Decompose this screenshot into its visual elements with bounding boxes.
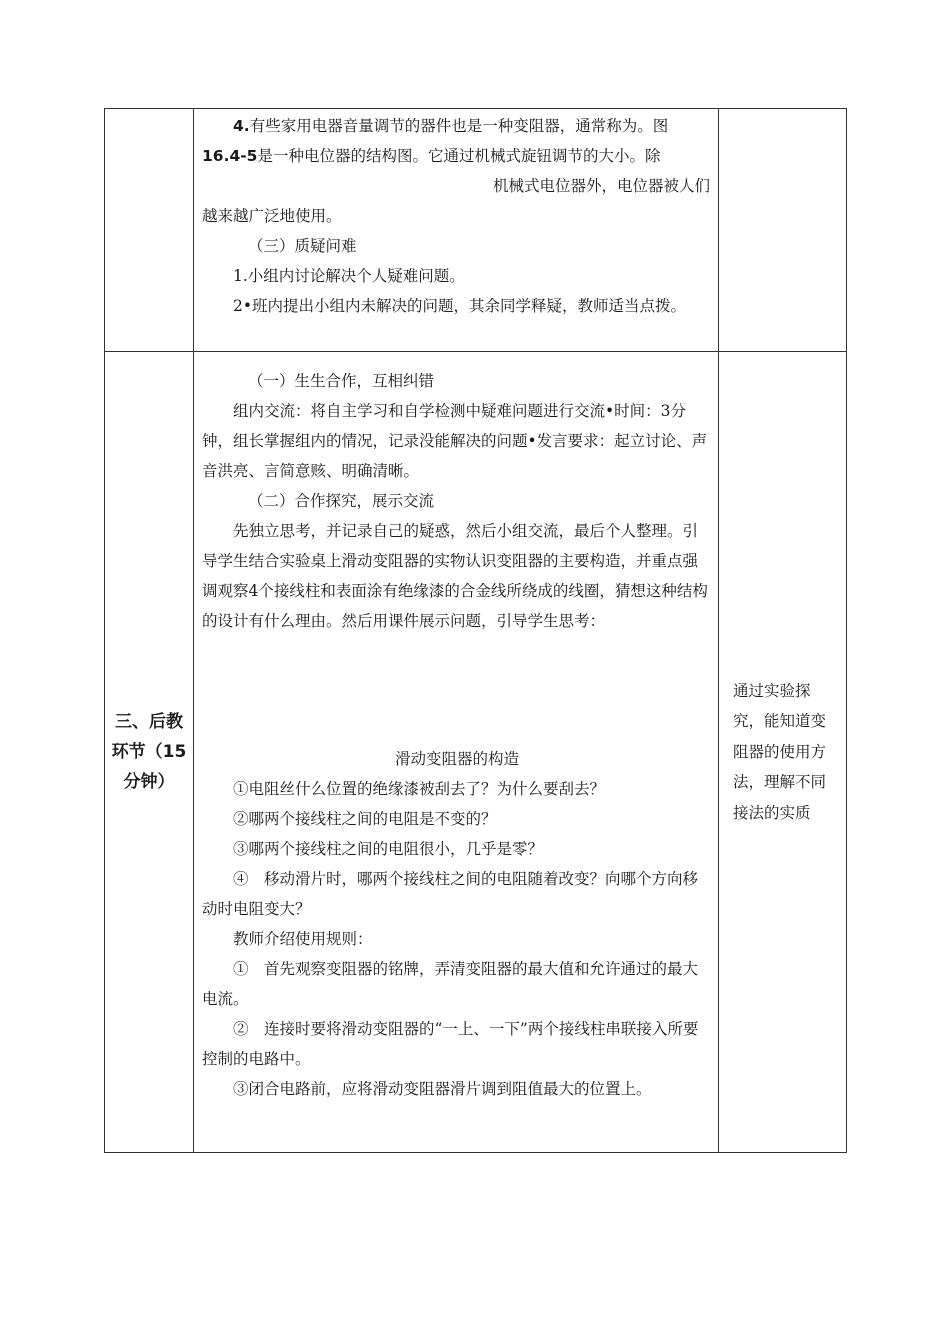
figure-placeholder <box>202 636 712 744</box>
figure-ref: 16.4-5 <box>202 147 258 165</box>
paragraph-text: 有些家用电器音量调节的器件也是一种变阻器，通常称为。图 <box>249 117 669 135</box>
objective-cell-empty <box>719 109 847 352</box>
content-cell <box>194 352 719 1153</box>
section-heading: （三）质疑问难 <box>248 237 357 255</box>
question-item: ③哪两个接线柱之间的电阻很小，几乎是零？ <box>233 840 544 858</box>
question-item: ②哪两个接线柱之间的电阻是不变的？ <box>233 810 497 828</box>
section-heading: （一）生生合作，互相纠错 <box>248 372 435 390</box>
rule-item: ① 首先观察变阻器的铭牌，弄清变阻器的最大值和允许通过的最大电流。 <box>202 960 699 1008</box>
stage-label: 三、后教环节（15分钟） <box>105 352 194 1153</box>
list-item: 2•班内提出小组内未解决的问题，其余同学释疑，教师适当点拨。 <box>233 297 687 315</box>
list-item: 1.小组内讨论解决个人疑难问题。 <box>233 267 465 285</box>
table-row <box>105 352 847 1153</box>
paragraph-text: 组内交流：将自主学习和自学检测中疑难问题进行交流•时间：3分钟，组长掌握组内的情况，记录没能解决的问题•发言要求：起立讨论、声音洪亮、言简意赅、明确清晰。 <box>202 402 708 480</box>
objective-cell: 通过实验探究，能知道变阻器的使用方法，理解不同接法的实质 <box>719 352 847 1153</box>
lesson-plan-table <box>104 108 847 1153</box>
table-row <box>105 109 847 352</box>
paragraph-4-cont <box>202 141 712 171</box>
paragraph-text: 教师介绍使用规则： <box>233 930 373 948</box>
paragraph-text: 越来越广泛地使用。 <box>202 207 342 225</box>
section-heading: （二）合作探究，展示交流 <box>248 492 435 510</box>
figure-caption: 滑动变阻器的构造 <box>394 750 519 768</box>
question-item: ④ 移动滑片时，哪两个接线柱之间的电阻随着改变？向哪个方向移动时电阻变大？ <box>202 870 699 918</box>
paragraph-text: 机械式电位器外，电位器被人们 <box>492 177 710 195</box>
paragraph-text: 是一种电位器的结构图。它通过机械式旋钮调节的大小。除 <box>257 147 661 165</box>
rule-item: ② 连接时要将滑动变阻器的“一上、一下”两个接线柱串联接入所要控制的电路中。 <box>202 1020 699 1068</box>
question-item: ①电阻丝什么位置的绝缘漆被刮去了？为什么要刮去？ <box>233 780 606 798</box>
stage-cell-empty <box>105 109 194 352</box>
item-number: 4. <box>233 117 250 135</box>
paragraph-text: 先独立思考，并记录自己的疑惑，然后小组交流，最后个人整理。引导学生结合实验桌上滑动变阻器的实物认识变阻器的主要构造，并重点强调观察4个接线柱和表面涂有绝缘漆的合金线所绕成的线圈，猜想这种结构的设计有什么理由。然后用课件展示问题，引导学生思考： <box>202 522 708 630</box>
content-cell <box>194 109 719 352</box>
rule-item: ③闭合电路前，应将滑动变阻器滑片调到阻值最大的位置上。 <box>233 1080 652 1098</box>
paragraph-4 <box>202 111 712 141</box>
